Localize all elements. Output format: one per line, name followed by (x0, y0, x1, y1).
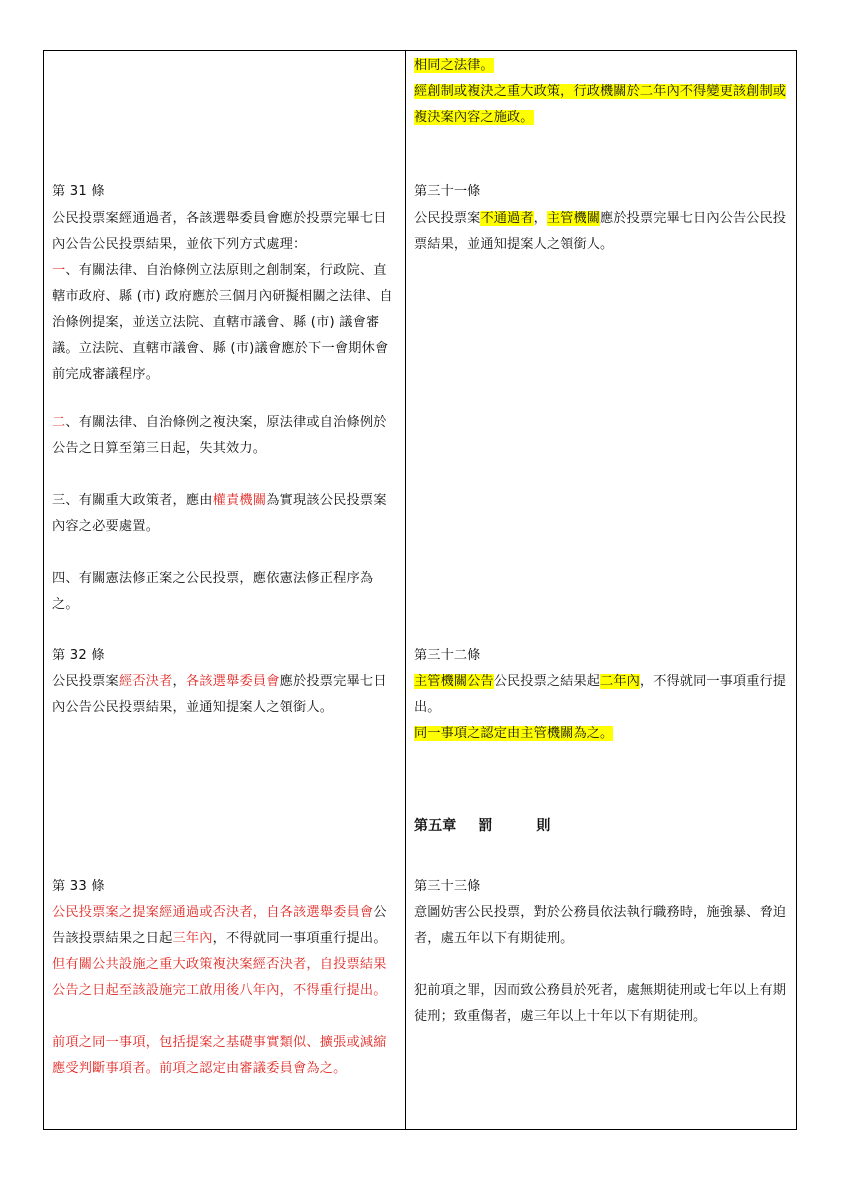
item-1-text: 、有關法律、自治條例立法原則之創制案，行政院、直轄市政府、縣 (市) 政府應於三個月內研擬相關之法律、自治條例提案，並送立法院、直轄市議會、縣 (市) 議會審議。立法院、直轄市議會、縣 (市)議會應於下一會期休會前完成審議程序。 (52, 263, 393, 382)
article-32-new-heading: 第三十二條 (414, 648, 481, 663)
item-3-red-text: 權責機關 (212, 493, 267, 508)
item-2-text: 、有關法律、自治條例之複決案，原法律或自治條例於公告之日算至第三日起，失其效力。 (52, 415, 387, 456)
chapter-title-b: 則 (536, 818, 551, 834)
a33-text-b: ，不得就同一事項重行提出。 (212, 931, 387, 946)
article-31-new-heading: 第三十一條 (414, 184, 481, 199)
article-32-new-para-2 (414, 721, 789, 747)
r32-text-a: 公民投票之結果起 (493, 674, 601, 689)
item-1-number: 一 (52, 263, 66, 278)
r32-highlight-2: 二年內 (600, 674, 640, 689)
article-32-new-text (414, 669, 789, 721)
r31-comma: ， (533, 211, 547, 226)
item-3-text-b: 為實現該公民投票案內容之必要處置。 (52, 493, 387, 534)
item-2-number: 二 (52, 415, 66, 430)
article-31-item-2 (52, 410, 397, 462)
r32-highlight-1: 主管機關公告 (414, 674, 494, 689)
article-33-para-2: 前項之同一事項，包括提案之基礎事實類似、擴張或減縮應受判斷事項者。前項之認定由審議委員會為之。 (52, 1035, 387, 1076)
r32-highlight-3: 同一事項之認定由主管機關為之。 (414, 726, 614, 741)
article-31-item-1 (52, 258, 397, 388)
a33-red-1: 公民投票案之提案經通過或否決者，自各該選舉委員會 (52, 905, 374, 920)
article-31-item-4: 四、有關憲法修正案之公民投票，應依憲法修正程序為之。 (52, 571, 374, 612)
continued-line-2: 經創制或複決之重大政策，行政機關於二年內不得變更該創制或複決案內容之施政。 (414, 84, 787, 125)
a32-red-1: 經否決者 (118, 674, 173, 689)
a33-red-3: 但有關公共設施之重大政策複決案經否決者，自投票結果公告之日起至該設施完工啟用後八年內，不得重行提出。 (52, 957, 387, 998)
article-31-heading: 第 31 條 (52, 184, 105, 199)
article-32-text (52, 669, 397, 721)
article-33-heading: 第 33 條 (52, 879, 105, 894)
comparison-table (43, 50, 797, 1130)
continued-line-1: 相同之法律。 (414, 58, 494, 73)
article-33-new-para-2: 犯前項之罪，因而致公務員於死者，處無期徒刑或七年以上有期徒刑；致重傷者，處三年以上十年以下有期徒刑。 (414, 983, 787, 1024)
article-31-intro: 公民投票案經通過者，各該選舉委員會應於投票完畢七日內公告公民投票結果，並依下列方式處理： (52, 211, 387, 252)
r31-text-b: 應於投票完畢七日內公告公民投票結果，並通知提案人之領銜人。 (414, 211, 787, 252)
a33-text-a: 公告該投票結果之日起 (52, 905, 387, 946)
a32-comma: ， (172, 674, 186, 689)
chapter-title-a: 罰 (478, 818, 493, 834)
r31-text-a: 公民投票案 (414, 211, 481, 226)
a32-text-b: 應於投票完畢七日內公告公民投票結果，並通知提案人之領銜人。 (52, 674, 387, 715)
article-33-para-1 (52, 900, 397, 1004)
article-31-item-3 (52, 488, 397, 540)
r31-highlight-2: 主管機關 (546, 211, 601, 226)
article-32-heading: 第 32 條 (52, 648, 105, 663)
a32-red-2: 各該選舉委員會 (185, 674, 280, 689)
r32-text-b: ，不得就同一事項重行提出。 (414, 674, 787, 715)
article-33-new-para-1: 意圖妨害公民投票，對於公務員依法執行職務時，施強暴、脅迫者，處五年以下有期徒刑。 (414, 905, 787, 946)
a32-text-a: 公民投票案 (52, 674, 119, 689)
column-divider (405, 51, 406, 1129)
continued-text (414, 53, 789, 79)
article-31-new-text (414, 206, 789, 258)
r31-highlight-1: 不通過者 (480, 211, 534, 226)
continued-para (414, 79, 789, 131)
item-3-text-a: 三、有關重大政策者，應由 (52, 493, 213, 508)
chapter-label: 第五章 (414, 818, 457, 834)
a33-red-2: 三年內 (172, 931, 213, 946)
article-33-new-heading: 第三十三條 (414, 879, 481, 894)
chapter-heading (414, 813, 789, 839)
